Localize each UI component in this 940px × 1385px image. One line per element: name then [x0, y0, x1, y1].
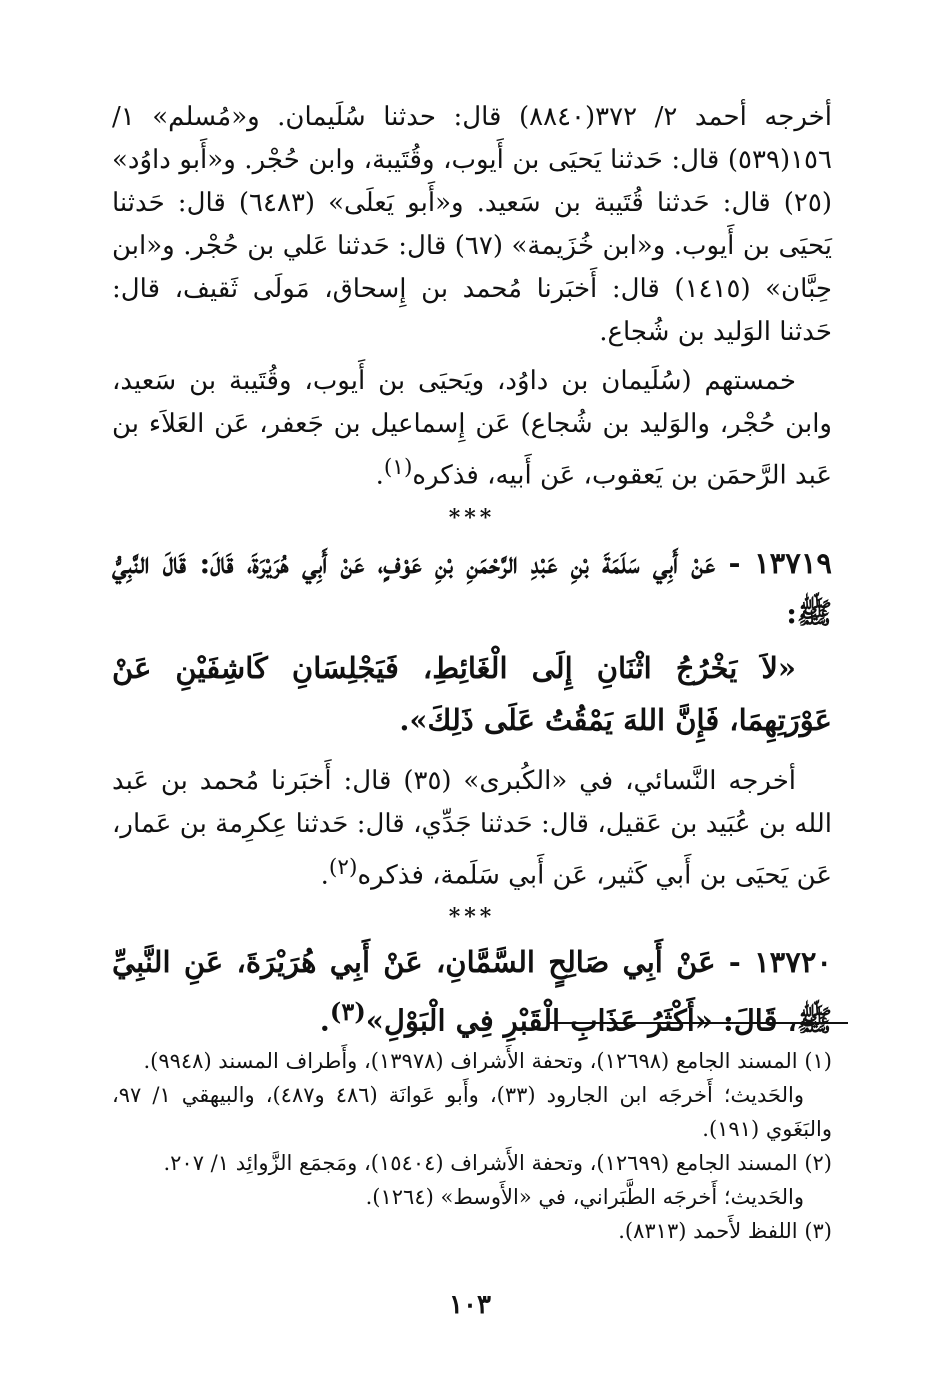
footnote-ref-1: (١) — [383, 455, 413, 480]
footnote-2-continuation: والحَديث؛ أَخرجَه الطَّبَراني، في «الأَوسط» (١٢٦٤). — [365, 1185, 804, 1209]
footnote-ref-3: (٣) — [329, 997, 366, 1027]
footnote-1: (١) المسند الجامع (١٢٦٩٨)، وتحفة الأَشراف (١٣٩٧٨)، وأَطراف المسند (٩٩٤٨). — [143, 1049, 832, 1073]
footnotes — [112, 1044, 832, 1248]
hadith-13719-isnad: ١٣٧١٩ - عَنْ أَبِي سَلَمَةَ بْنِ عَبْدِ الرَّحْمَنِ بْنِ عَوْفٍ، عَنْ أَبِي هُرَيْرَةَ، قَالَ: قَالَ النَّبِيُّ ﷺ: — [112, 545, 832, 630]
footnote-1-continuation: والحَديث؛ أَخرجَه ابن الجارود (٣٣)، وأَبو عَوانَة (٤٨٦ و٤٨٧)، والبيهقي ١/ ٩٧، والبَغَوي (١٩١). — [112, 1083, 832, 1141]
takhrij-paragraph-1: أخرجه أحمد ٢/ ٣٧٢(٨٨٤٠) قال: حدثنا سُلَيمان. و«مُسلم» ١/ ١٥٦(٥٣٩) قال: حَدثنا يَحيَى بن أَيوب، وقُتَيبة، وابن حُجْر. و«أَبو داوُد» (٢٥) قال: حَدثنا قُتَيبة بن سَعيد. و«أَبو يَعلَى» (٦٤٨٣) قال: حَدثنا يَحيَى بن أَيوب. و«ابن خُزَيمة» (٦٧) قال: حَدثنا عَلي بن حُجْر. و«ابن حِبَّان» (١٤١٥) قال: أَخبَرنا مُحمد بن إِسحاق، مَولَى ثَقيف، قال: حَدثنا الوَليد بن شُجاع. — [112, 102, 833, 347]
hadith-13720 — [112, 937, 832, 1046]
main-text — [112, 96, 832, 1046]
footnote-2: (٢) المسند الجامع (١٢٦٩٩)، وتحفة الأَشراف (١٥٤٠٤)، ومَجمَع الزَّوائِد ١/ ٢٠٧. — [163, 1151, 832, 1175]
section-separator-1: *** — [448, 504, 496, 531]
footnote-ref-2: (٢) — [328, 854, 358, 880]
hadith-13720-text: ١٣٧٢٠ - عَنْ أَبِي صَالِحٍ السَّمَّانِ، عَنْ أَبِي هُرَيْرَةَ، عَنِ النَّبِيِّ ﷺ، قَالَ: «أَكْثَرُ عَذَابِ الْقَبْرِ فِي الْبَوْلِ» — [112, 945, 832, 1038]
takhrij-paragraph-2-text: خمستهم (سُلَيمان بن داوُد، ويَحيَى بن أَيوب، وقُتَيبة بن سَعيد، وابن حُجْر، والوَليد بن شُجاع) عَن إِسماعيل بن جَعفر، عَن العَلاَء بن عَبد الرَّحمَن بن يَعقوب، عَن أَبيه، فذكره — [112, 366, 832, 491]
takhrij-paragraph-3 — [112, 760, 832, 898]
footnote-3: (٣) اللفظ لأَحمد (٨٣١٣). — [618, 1219, 832, 1243]
takhrij-paragraph-2 — [112, 360, 832, 498]
footnote-separator-rule — [548, 1022, 848, 1024]
takhrij-paragraph-2-end: . — [375, 460, 384, 491]
takhrij-paragraph-3-end: . — [320, 860, 329, 891]
takhrij-paragraph-3-text: أخرجه النَّسائي، في «الكُبرى» (٣٥) قال: أَخبَرنا مُحمد بن عَبد الله بن عُبَيد بن عَقيل، قال: حَدثنا جَدِّي، قال: حَدثنا عِكرِمة بن عَمار، عَن يَحيَى بن أَبي كَثير، عَن أَبي سَلَمة، فذكره — [112, 765, 832, 891]
hadith-13719-matn: «لاَ يَخْرُجُ اثْنَانِ إِلَى الْغَائِطِ، فَيَجْلِسَانِ كَاشِفَيْنِ عَنْ عَوْرَتِهِمَا، فَإِنَّ اللهَ يَمْقُتُ عَلَى ذَلِكَ». — [112, 650, 832, 737]
page-number: ١٠٣ — [449, 1290, 491, 1320]
hadith-13720-end: . — [319, 1003, 330, 1038]
section-separator-2: *** — [448, 904, 496, 931]
